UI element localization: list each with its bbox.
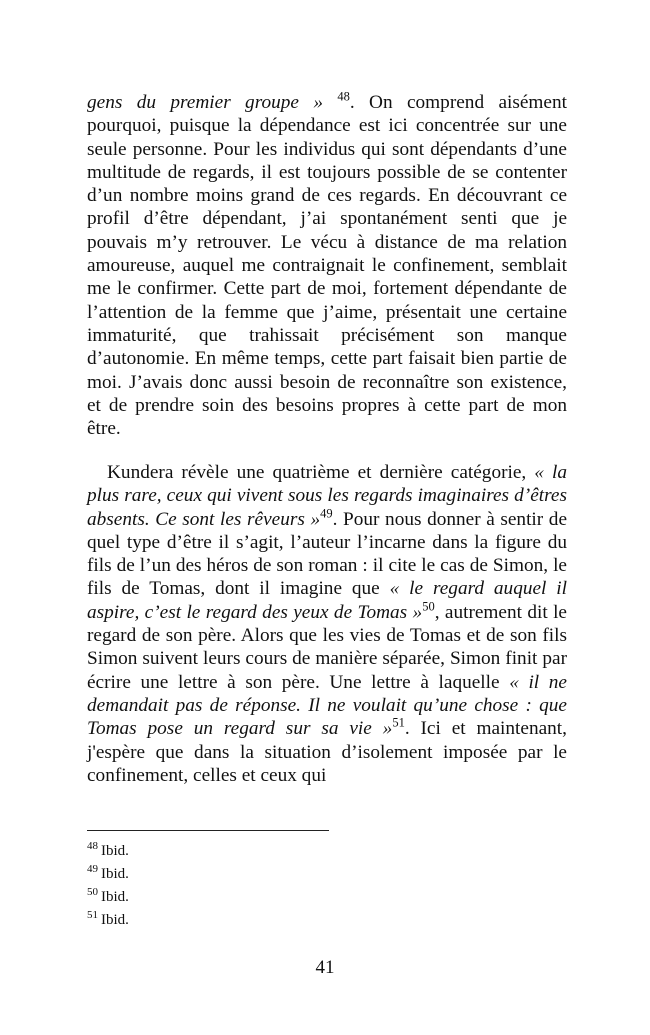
footnote-number: 51 bbox=[87, 909, 98, 921]
footnote-text: Ibid. bbox=[101, 843, 129, 859]
text-run: . On comprend aisément pourquoi, puisque la dépendance est ici concentrée sur une seule personne. Pour les individus qui sont dépendants d’une multitude de regards, il est toujours possible de se contenter d’un nombre moins grand de ces regards. En découvrant ce profil d’être dépendant, j’ai spontanément senti que je pouvais m’y retrouver. Le vécu à distance de ma relation amoureuse, auquel me contraignait le confinement, semblait me le confirmer. Cette part de moi, fortement dépendante de l’attention de la femme que j’aime, présentait une certaine immaturité, que trahissait précisément son manque d’autonomie. En même temps, cette part faisait bien partie de moi. J’avais donc aussi besoin de reconnaître son existence, et de prendre soin des besoins propres à cette part de mon être. bbox=[87, 92, 567, 440]
footnote-reference: 50 bbox=[422, 599, 435, 614]
text-run: . Ici et maintenant, j'espère que dans la situation d’isolement imposée par le confinement, celles et ceux qui bbox=[87, 718, 567, 786]
footnote-text: Ibid. bbox=[101, 866, 129, 882]
footnote bbox=[87, 840, 129, 863]
footnote-reference: 49 bbox=[320, 506, 333, 521]
text-run: Kundera révèle une quatrième et dernière catégorie, bbox=[107, 462, 535, 483]
footnote bbox=[87, 863, 129, 886]
footnote-number: 48 bbox=[87, 840, 98, 852]
footnote-reference: 48 bbox=[337, 89, 350, 104]
footnote bbox=[87, 886, 129, 909]
quotation: gens du premier groupe » bbox=[87, 92, 323, 113]
quotation: « la plus rare, ceux qui vivent sous les regards imaginaires d’êtres absents. Ce sont les rêveurs » bbox=[87, 462, 567, 530]
footnote-text: Ibid. bbox=[101, 912, 129, 928]
footnote-separator bbox=[87, 830, 329, 831]
text-run bbox=[323, 92, 337, 113]
footnote bbox=[87, 909, 129, 932]
text-run: . Pour nous donner à sentir de quel type d’être il s’agit, l’auteur l’incarne dans la figure du fils de l’un des héros de son roman : il cite le cas de Simon, le fils de Tomas, dont il imagine que bbox=[87, 508, 567, 600]
quotation: « il ne demandait pas de réponse. Il ne voulait qu’une chose : que Tomas pose un regard sur sa vie » bbox=[87, 671, 567, 740]
footnotes bbox=[87, 840, 129, 932]
footnote-text: Ibid. bbox=[101, 889, 129, 905]
paragraph-1 bbox=[87, 91, 567, 440]
paragraph-2 bbox=[87, 461, 567, 787]
page-number: 41 bbox=[315, 957, 335, 978]
footnote-number: 49 bbox=[87, 863, 98, 875]
footnote-number: 50 bbox=[87, 886, 98, 898]
quotation: « le regard auquel il aspire, c’est le regard des yeux de Tomas » bbox=[87, 578, 567, 623]
text-run: , autrement dit le regard de son père. Alors que les vies de Tomas et de son fils Simon suivent leurs cours de manière séparée, Simon finit par écrire une lettre à son père. Une lettre à laquelle bbox=[87, 601, 567, 693]
footnote-reference: 51 bbox=[392, 715, 405, 730]
